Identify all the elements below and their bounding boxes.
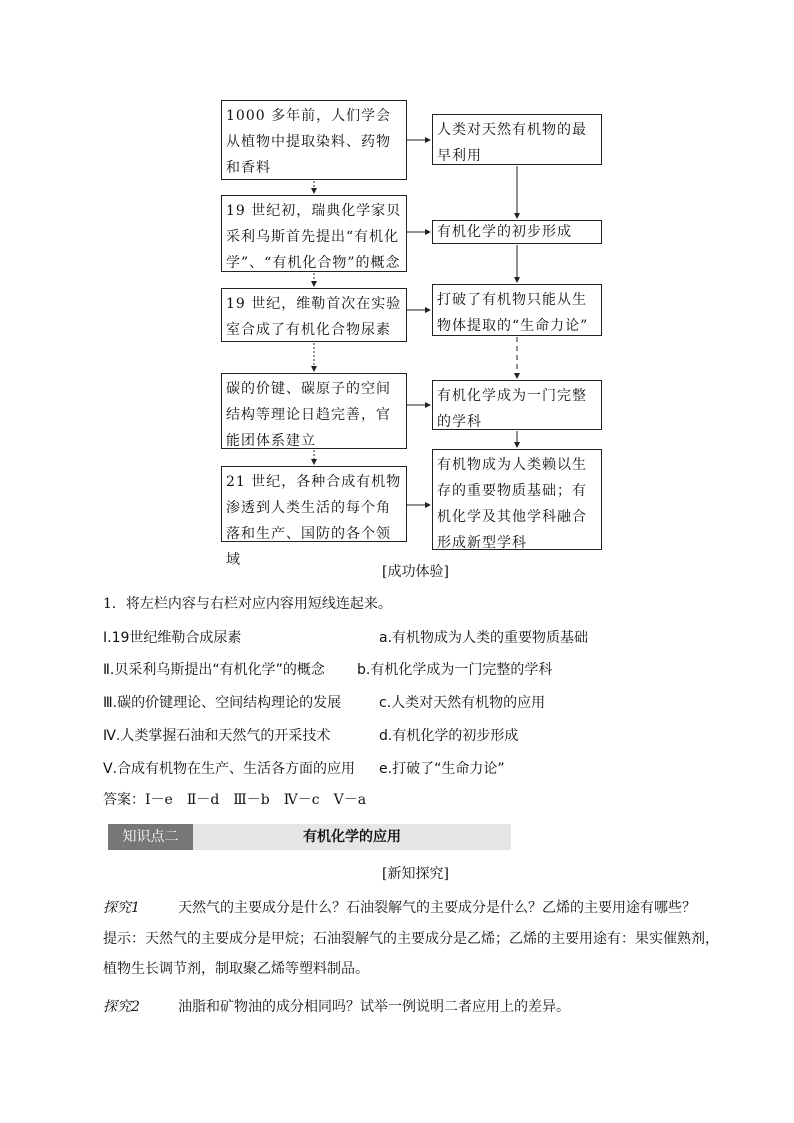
match-left-3: Ⅲ.碳的价键理论、空间结构理论的发展 [103, 695, 342, 711]
section-banner [108, 824, 511, 850]
flow-left-text-2: 19 世纪初，瑞典化学家贝采利乌斯首先提出“有机化学”、“有机化合物”的概念 [226, 203, 402, 271]
explore-2-question: 油脂和矿物油的成分相同吗？试举一例说明二者应用上的差异。 [178, 999, 570, 1015]
explore-1-label: 探究1 [103, 900, 140, 916]
flow-right-text-2: 有机化学的初步形成 [437, 224, 572, 240]
match-left-5: Ⅴ.合成有机物在生产、生活各方面的应用 [103, 761, 356, 777]
flow-left-text-4: 碳的价键、碳原子的空间结构等理论日趋完善，官能团体系建立 [226, 381, 391, 449]
hint-paragraph: 提示：天然气的主要成分是甲烷；石油裂解气的主要成分是乙烯；乙烯的主要用途有：果实催熟剂，植物生长调节剂，制取聚乙烯等塑料制品。 [103, 931, 719, 977]
match-right-a: a.有机物成为人类的重要物质基础 [379, 630, 589, 646]
flow-left-text-5: 21 世纪，各种合成有机物渗透到人类生活的每个角落和生产、国防的各个领域 [226, 474, 402, 568]
match-right-e: e.打破了“生命力论” [379, 761, 505, 777]
banner-tag: 知识点二 [108, 824, 193, 850]
match-left-4: Ⅳ.人类掌握石油和天然气的开采技术 [103, 728, 331, 744]
flow-left-text-1: 1000 多年前，人们学会从植物中提取染料、药物和香料 [226, 108, 392, 176]
flow-right-text-4: 有机化学成为一门完整的学科 [437, 388, 587, 430]
banner-title: 有机化学的应用 [303, 829, 401, 845]
flow-right-text-3: 打破了有机物只能从生物体提取的“生命力论” [437, 292, 589, 334]
match-right-d: d.有机化学的初步形成 [379, 728, 519, 744]
answer-line: 答案：Ⅰ－e Ⅱ－d Ⅲ－b Ⅳ－c Ⅴ－a [103, 792, 367, 808]
match-right-c: c.人类对天然有机物的应用 [379, 695, 546, 711]
explore-2-label: 探究2 [103, 999, 140, 1015]
section-heading-success: [成功体验] [382, 564, 449, 580]
flow-left-text-3: 19 世纪，维勒首次在实验室合成了有机化合物尿素 [226, 296, 402, 338]
question-1: 1．将左栏内容与右栏对应内容用短线连起来。 [103, 596, 392, 612]
match-left-1: Ⅰ.19世纪维勒合成尿素 [103, 630, 242, 646]
flow-right-text-1: 人类对天然有机物的最早利用 [437, 122, 587, 164]
section-heading-explore: [新知探究] [382, 866, 449, 882]
match-left-2: Ⅱ.贝采利乌斯提出“有机化学”的概念 [103, 662, 325, 678]
match-right-b: b.有机化学成为一门完整的学科 [357, 662, 553, 678]
explore-1-question: 天然气的主要成分是什么？石油裂解气的主要成分是什么？乙烯的主要用途有哪些？ [178, 900, 696, 916]
flow-right-text-5: 有机物成为人类赖以生存的重要物质基础；有机化学及其他学科融合形成新型学科 [437, 457, 587, 551]
